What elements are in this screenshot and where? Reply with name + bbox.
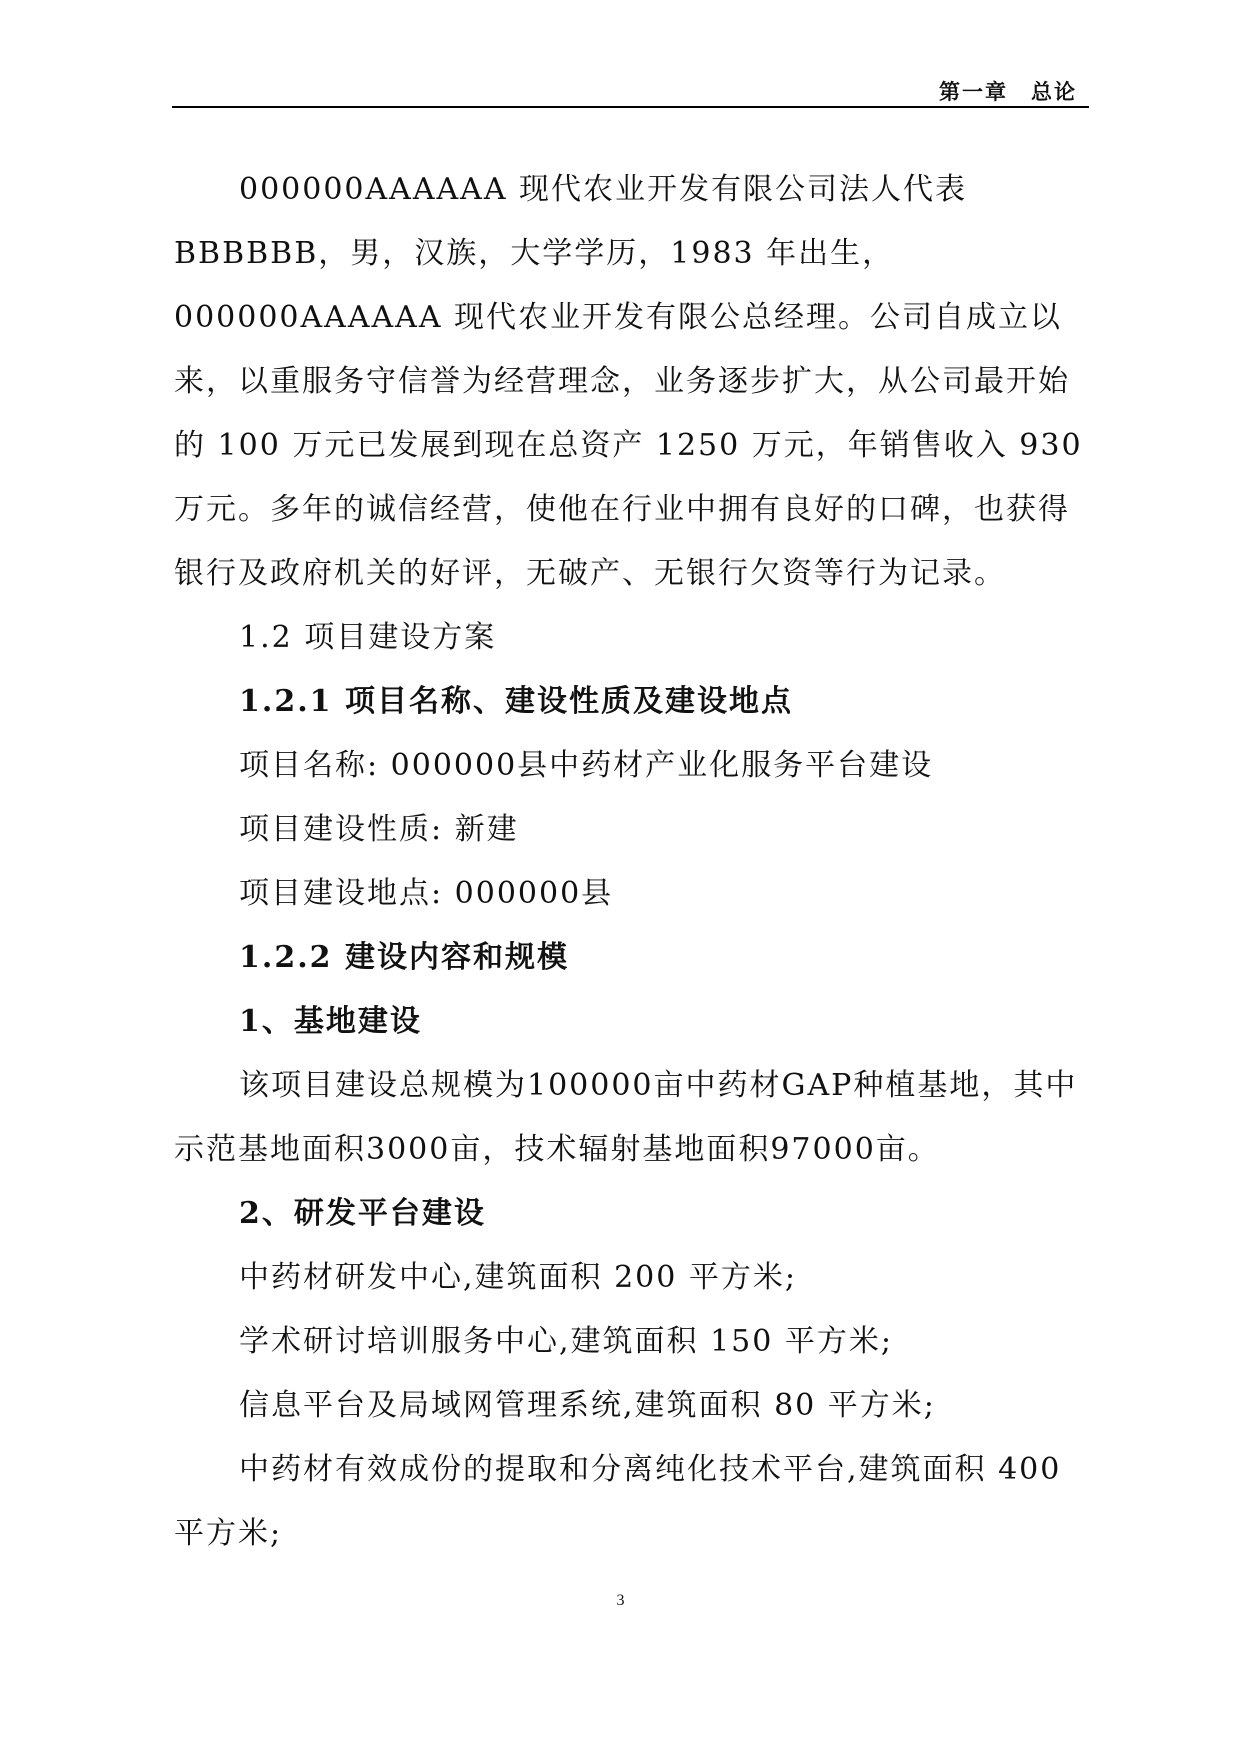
item-2-line: 中药材研发中心,建筑面积 200 平方米; — [239, 1260, 797, 1295]
item-2-line: 学术研讨培训服务中心,建筑面积 150 平方米; — [239, 1324, 893, 1359]
chapter-title: 第一章 总论 — [939, 80, 1077, 104]
item-1-title: 1、基地建设 — [239, 1004, 422, 1039]
project-location: 项目建设地点: 000000县 — [239, 876, 614, 911]
page-number: 3 — [616, 1592, 625, 1609]
item-2-title: 2、研发平台建设 — [239, 1196, 486, 1231]
page-header — [172, 70, 1089, 108]
project-name: 项目名称: 000000县中药材产业化服务平台建设 — [239, 748, 934, 783]
item-2-last: 中药材有效成份的提取和分离纯化技术平台,建筑面积 400 平方米; — [174, 1452, 1062, 1551]
intro-paragraph: 000000AAAAAA 现代农业开发有限公司法人代表 BBBBBB，男，汉族，大学学历，1983 年出生，000000AAAAAA 现代农业开发有限公总经理。公司自成立以来，以重服务守信誉为经营理念，业务逐步扩大，从公司最开始的 100 万元已发展到现在总资产 1250 万元，年销售收入 930 万元。多年的诚信经营，使他在行业中拥有良好的口碑，也获得银行及政府机关的好评，无破产、无银行欠资等行为记录。 — [174, 172, 1083, 591]
section-heading-1-2: 1.2 项目建设方案 — [239, 620, 497, 655]
project-nature: 项目建设性质: 新建 — [239, 812, 519, 847]
item-2-line: 信息平台及局域网管理系统,建筑面积 80 平方米; — [239, 1388, 936, 1423]
section-heading-1-2-2: 1.2.2 建设内容和规模 — [239, 940, 569, 975]
section-heading-1-2-1: 1.2.1 项目名称、建设性质及建设地点 — [239, 684, 793, 719]
item-1-text: 该项目建设总规模为100000亩中药材GAP种植基地，其中示范基地面积3000亩，技术辐射基地面积97000亩。 — [174, 1068, 1078, 1167]
page-content — [174, 158, 1094, 1566]
